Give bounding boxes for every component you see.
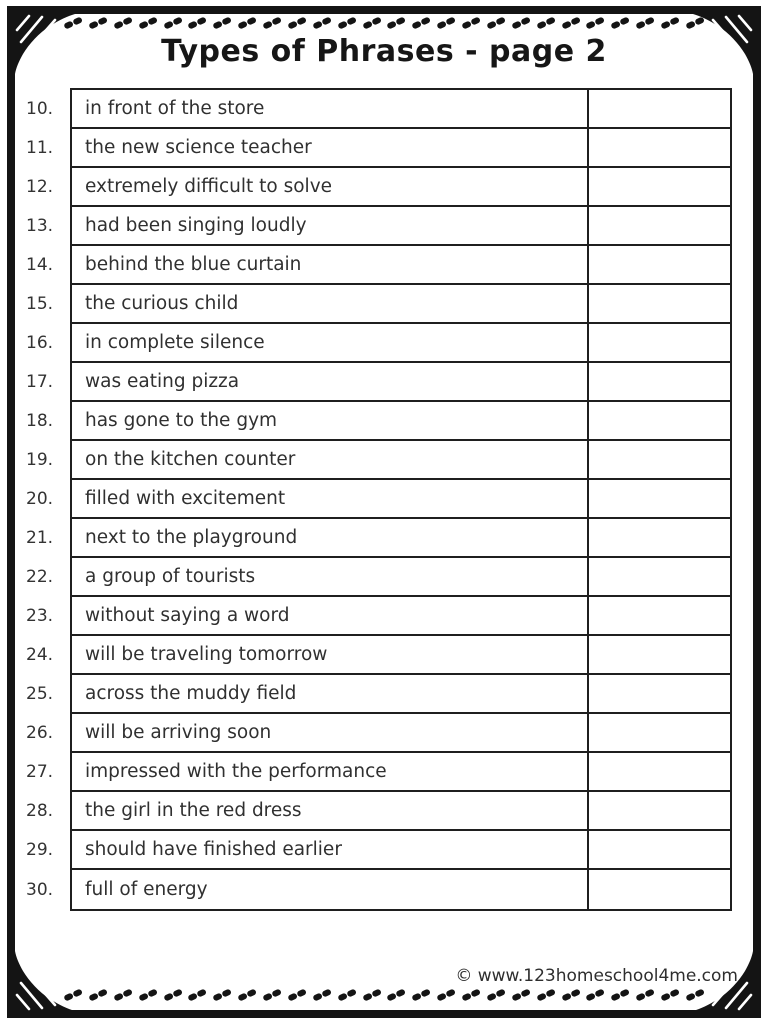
dash-decoration [487,989,505,1001]
answer-cell [589,675,730,712]
table-row [26,714,730,753]
answer-cell [589,519,730,556]
dash-decoration [338,17,356,29]
dash-decoration [89,989,107,1001]
answer-cell [589,285,730,322]
copyright-text: © www.123homeschool4me.com [455,966,738,986]
phrase-cell: across the muddy field [72,675,589,712]
dash-decoration [363,989,381,1001]
phrase-cell: will be arriving soon [72,714,589,751]
row-number: 23. [26,605,54,626]
table-row [26,636,730,675]
answer-cell [589,636,730,673]
dash-decoration [338,989,356,1001]
dash-decoration [611,17,629,29]
dash-decoration [188,989,206,1001]
dash-decoration [686,17,704,29]
answer-cell [589,831,730,868]
dash-decoration [313,17,331,29]
dash-decoration [64,989,82,1001]
top-dash-border [64,16,704,29]
dash-decoration [636,17,654,29]
answer-cell [589,753,730,790]
answer-cell [589,168,730,205]
table-row [26,753,730,792]
phrase-cell: extremely difficult to solve [72,168,589,205]
row-number: 11. [26,137,54,158]
row-number: 26. [26,722,54,743]
table-row [26,792,730,831]
phrase-cell: should have finished earlier [72,831,589,868]
dash-decoration [263,17,281,29]
phrase-cell: full of energy [72,870,589,909]
row-number: 24. [26,644,54,665]
answer-cell [589,363,730,400]
table-row [26,363,730,402]
dash-decoration [661,17,679,29]
dash-decoration [537,17,555,29]
phrase-cell: behind the blue curtain [72,246,589,283]
phrase-cell: will be traveling tomorrow [72,636,589,673]
dash-decoration [686,989,704,1001]
phrase-cell: in complete silence [72,324,589,361]
dash-decoration [437,989,455,1001]
table-row [26,870,730,909]
dash-decoration [238,17,256,29]
answer-cell [589,129,730,166]
dash-decoration [213,17,231,29]
row-number: 14. [26,254,54,275]
phrase-cell: in front of the store [72,90,589,127]
row-number: 16. [26,332,54,353]
answer-cell [589,597,730,634]
row-number: 27. [26,761,54,782]
row-number: 30. [26,879,54,900]
phrase-cell: filled with excitement [72,480,589,517]
dash-decoration [512,989,530,1001]
row-number: 28. [26,800,54,821]
table-row [26,597,730,636]
phrase-cell: impressed with the performance [72,753,589,790]
phrase-cell: had been singing loudly [72,207,589,244]
row-number: 19. [26,449,54,470]
dash-decoration [586,17,604,29]
dash-decoration [586,989,604,1001]
dash-decoration [89,17,107,29]
dash-decoration [387,17,405,29]
row-number: 12. [26,176,54,197]
dash-decoration [611,989,629,1001]
row-number: 29. [26,839,54,860]
dash-decoration [263,989,281,1001]
dash-decoration [487,17,505,29]
dash-decoration [139,17,157,29]
phrase-cell: the curious child [72,285,589,322]
phrase-cell: has gone to the gym [72,402,589,439]
dash-decoration [636,989,654,1001]
dash-decoration [412,17,430,29]
dash-decoration [164,989,182,1001]
answer-cell [589,402,730,439]
dash-decoration [537,989,555,1001]
corner-scallop-icon [15,949,77,1011]
answer-cell [589,246,730,283]
dash-decoration [188,17,206,29]
table-row [26,285,730,324]
table-row [26,246,730,285]
table-row [26,324,730,363]
phrase-cell: was eating pizza [72,363,589,400]
table-row [26,558,730,597]
dash-decoration [139,989,157,1001]
phrase-cell: the new science teacher [72,129,589,166]
answer-cell [589,714,730,751]
dash-decoration [114,17,132,29]
phrase-cell: the girl in the red dress [72,792,589,829]
table-row [26,168,730,207]
row-number: 15. [26,293,54,314]
table-row [26,519,730,558]
table-row [26,675,730,714]
phrase-cell: on the kitchen counter [72,441,589,478]
dash-decoration [387,989,405,1001]
dash-decoration [562,17,580,29]
table-row [26,831,730,870]
table-row [26,129,730,168]
answer-cell [589,870,730,909]
dash-decoration [512,17,530,29]
table-row [26,402,730,441]
answer-cell [589,90,730,127]
table-row [26,480,730,519]
answer-cell [589,480,730,517]
table-row [26,207,730,246]
row-number: 20. [26,488,54,509]
answer-cell [589,792,730,829]
row-number: 13. [26,215,54,236]
dash-decoration [213,989,231,1001]
row-number: 22. [26,566,54,587]
page-title: Types of Phrases - page 2 [161,34,607,69]
answer-cell [589,558,730,595]
table-row [26,441,730,480]
phrase-cell: without saying a word [72,597,589,634]
row-number: 17. [26,371,54,392]
answer-cell [589,324,730,361]
bottom-dash-border [64,988,704,1001]
dash-decoration [164,17,182,29]
dash-decoration [288,989,306,1001]
dash-decoration [462,989,480,1001]
worksheet-table [26,88,732,911]
dash-decoration [562,989,580,1001]
row-number: 21. [26,527,54,548]
dash-decoration [363,17,381,29]
row-number: 18. [26,410,54,431]
dash-decoration [462,17,480,29]
row-number: 25. [26,683,54,704]
phrase-cell: a group of tourists [72,558,589,595]
dash-decoration [313,989,331,1001]
answer-cell [589,207,730,244]
dash-decoration [288,17,306,29]
dash-decoration [64,17,82,29]
dash-decoration [412,989,430,1001]
dash-decoration [437,17,455,29]
dash-decoration [661,989,679,1001]
phrase-cell: next to the playground [72,519,589,556]
dash-decoration [114,989,132,1001]
row-number: 10. [26,98,54,119]
table-row [26,90,730,129]
dash-decoration [238,989,256,1001]
answer-cell [589,441,730,478]
